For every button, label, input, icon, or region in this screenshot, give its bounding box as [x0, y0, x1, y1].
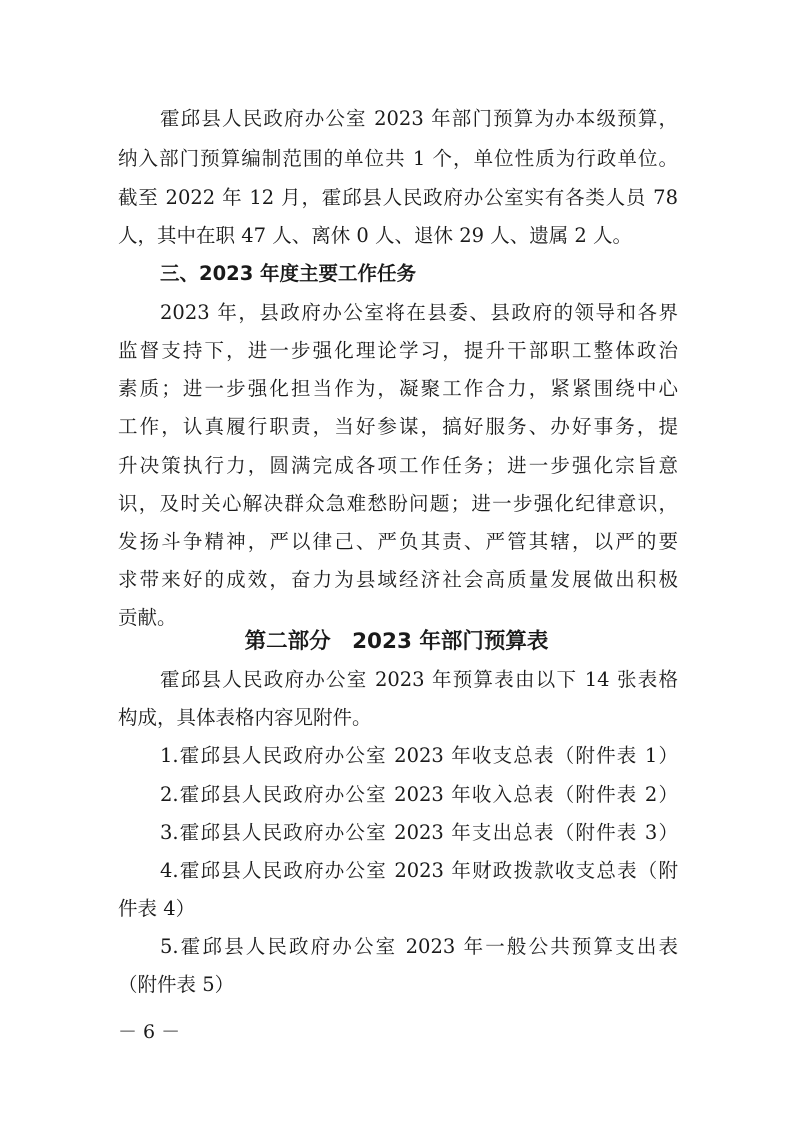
- list-item: 3.霍邱县人民政府办公室 2023 年支出总表（附件表 3）: [160, 821, 678, 844]
- paragraph-line: 贡献。: [118, 606, 177, 629]
- paragraph-line: 素质；进一步强化担当作为，凝聚工作合力，紧紧围绕中心: [118, 377, 678, 400]
- paragraph-line: 霍邱县人民政府办公室 2023 年预算表由以下 14 张表格: [160, 668, 678, 691]
- page-number: － 6 －: [118, 1021, 181, 1043]
- paragraph-line: 工作，认真履行职责，当好参谋，搞好服务、办好事务，提: [118, 415, 678, 438]
- paragraph-line: 霍邱县人民政府办公室 2023 年部门预算为办本级预算，: [160, 107, 678, 130]
- paragraph-line: 纳入部门预算编制范围的单位共 1 个，单位性质为行政单位。: [118, 147, 678, 170]
- list-item: 1.霍邱县人民政府办公室 2023 年收支总表（附件表 1）: [160, 744, 678, 767]
- section-heading: 三、2023 年度主要工作任务: [160, 262, 417, 285]
- list-item: 4.霍邱县人民政府办公室 2023 年财政拨款收支总表（附: [160, 859, 678, 882]
- paragraph-line: 发扬斗争精神，严以律己、严负其责、严管其辖，以严的要: [118, 530, 678, 553]
- list-item: 5.霍邱县人民政府办公室 2023 年一般公共预算支出表: [160, 935, 678, 958]
- paragraph-line: 2023 年，县政府办公室将在县委、县政府的领导和各界: [160, 301, 678, 324]
- paragraph-line: 监督支持下，进一步强化理论学习，提升干部职工整体政治: [118, 339, 678, 362]
- list-item-continuation: 件表 4）: [118, 897, 196, 920]
- paragraph-line: 截至 2022 年 12 月，霍邱县人民政府办公室实有各类人员 78: [118, 186, 678, 209]
- list-item: 2.霍邱县人民政府办公室 2023 年收入总表（附件表 2）: [160, 783, 678, 806]
- paragraph-line: 识，及时关心解决群众急难愁盼问题；进一步强化纪律意识，: [118, 492, 678, 515]
- part-title: 第二部分 2023 年部门预算表: [244, 629, 549, 654]
- paragraph-line: 升决策执行力，圆满完成各项工作任务；进一步强化宗旨意: [118, 454, 678, 477]
- paragraph-line: 人，其中在职 47 人、离休 0 人、退休 29 人、遗属 2 人。: [118, 224, 633, 247]
- list-item-continuation: （附件表 5）: [118, 973, 235, 996]
- paragraph-line: 求带来好的成效，奋力为县域经济社会高质量发展做出积极: [118, 568, 678, 591]
- paragraph-line: 构成，具体表格内容见附件。: [118, 706, 372, 729]
